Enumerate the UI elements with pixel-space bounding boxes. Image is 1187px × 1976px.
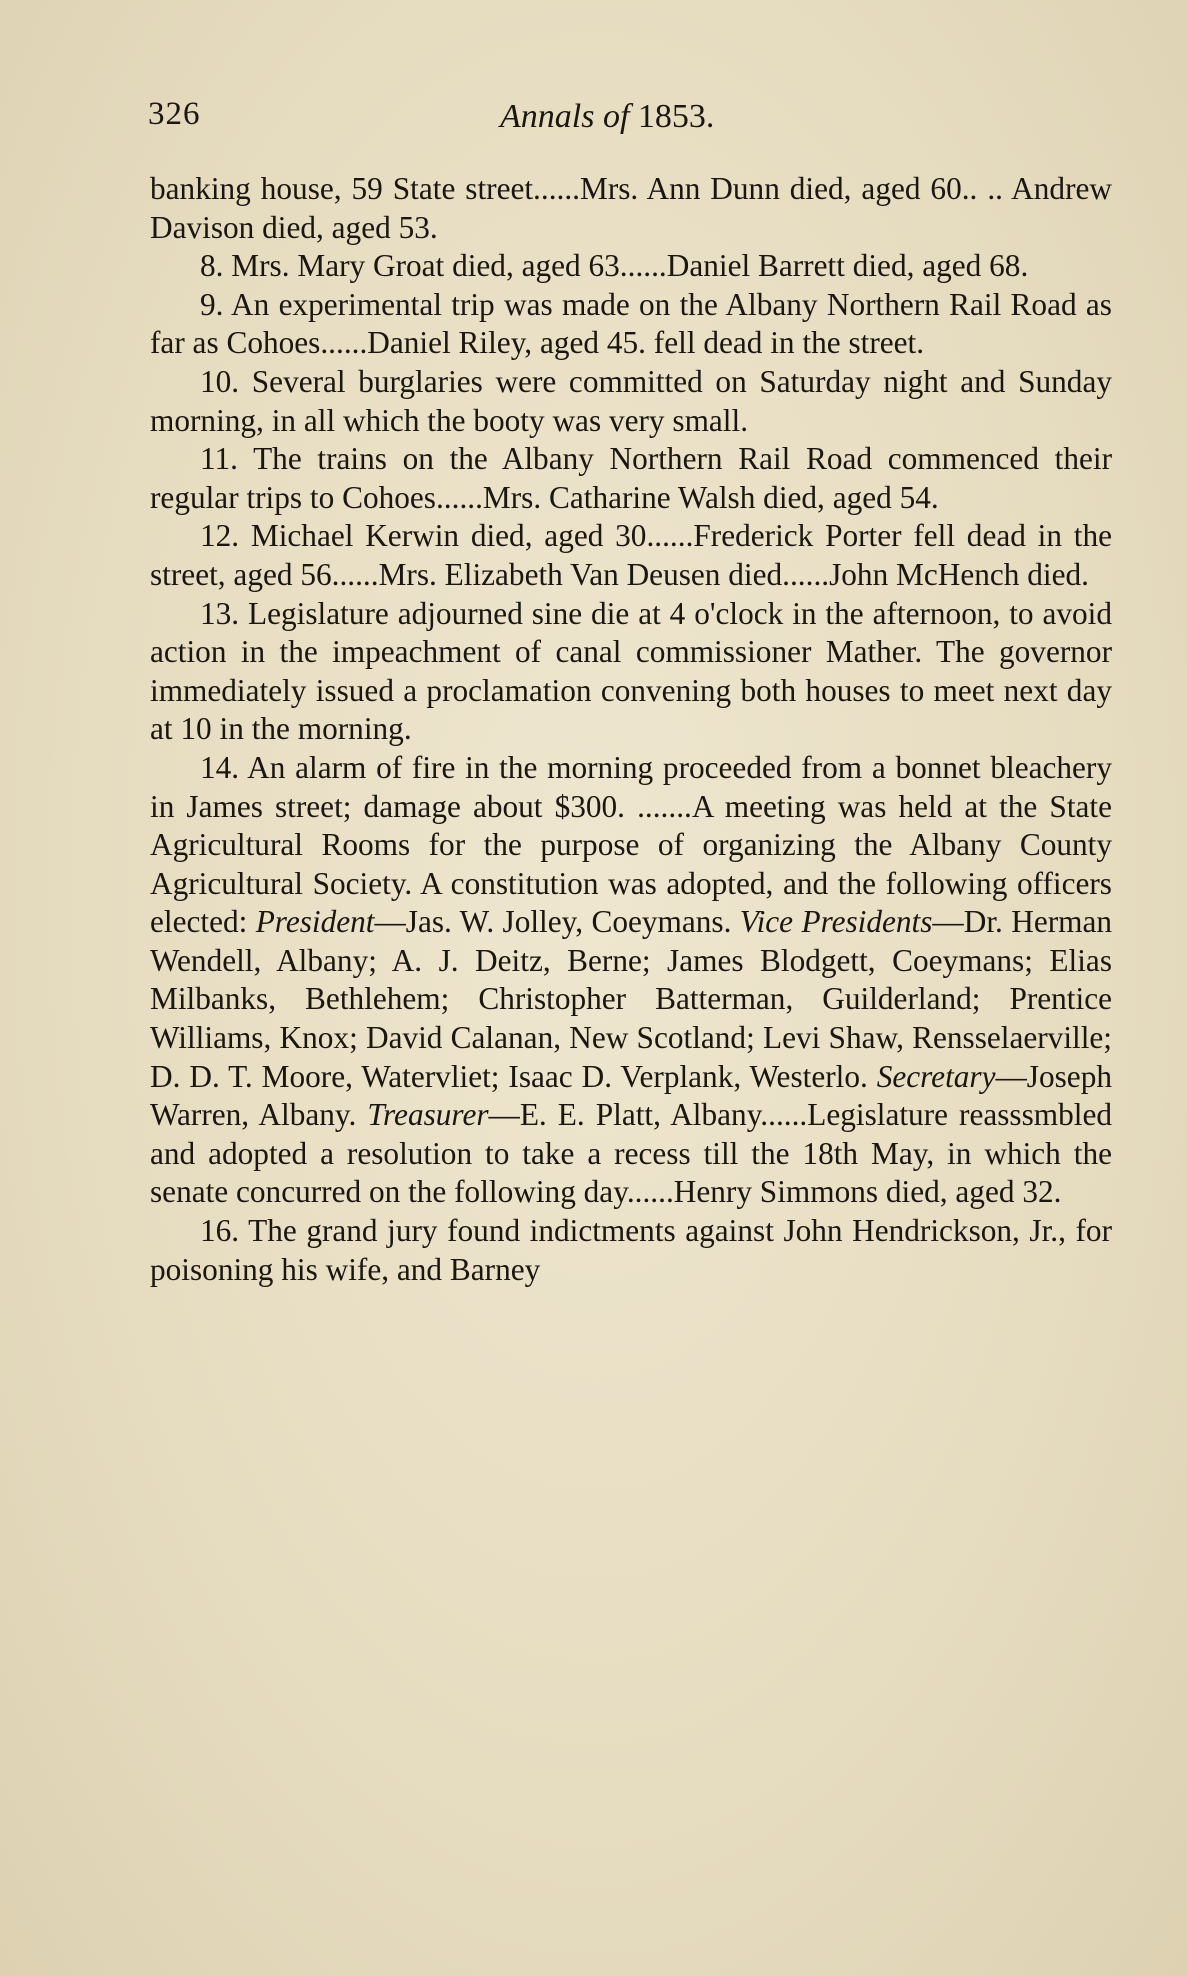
entry-10: 10. Several burglaries were committed on Saturday night and Sunday morning, in all which the booty was very small. — [150, 363, 1112, 438]
entry-13: 13. Legislature adjourned sine die at 4 o'clock in the afternoon, to avoid action in the impeachment of canal commissioner Mather. The governor immediately issued a proclamation convening both houses to meet next day at 10 in the morning. — [150, 595, 1112, 747]
vice-presidents-label: Vice Presidents — [739, 904, 933, 940]
running-head-annals: Annals — [500, 98, 595, 135]
running-head-year: 1853. — [637, 98, 715, 135]
entry-8: 8. Mrs. Mary Groat died, aged 63......Daniel Barrett died, aged 68. — [200, 248, 1029, 284]
running-head-of: of — [602, 98, 630, 135]
page-number: 326 — [148, 96, 201, 132]
entry-14-part-1: 14. An alarm of fire in the morning proceeded from a bonnet bleachery in James street; damage about $300. .......A meeting was held at the State Agricultural Rooms for the purpose of organizing the Albany County Agricultural Society. A constitution was adopted, and the following officers elected: — [150, 749, 1112, 940]
president-label: President — [255, 904, 375, 940]
entry-14-part-3: —Dr. Herman Wendell, Albany; A. J. Deitz, Berne; James Blodgett, Coeymans; Elias Milbanks, Bethlehem; Christopher Batterman, Guilderland; Prentice Williams, Knox; David Calanan, New Scotland; Levi Shaw, Rensselaerville; D. D. T. Moore, Watervliet; Isaac D. Verplank, Westerlo. — [150, 904, 1113, 1094]
entry-12: 12. Michael Kerwin died, aged 30......Frederick Porter fell dead in the street, aged 56......Mrs. Elizabeth Van Deusen died......John McHench died. — [150, 518, 1112, 592]
entry-11: 11. The trains on the Albany Northern Rail Road commenced their regular trips to Cohoes......Mrs. Catharine Walsh died, aged 54. — [150, 441, 1112, 515]
entry-14-part-2: —Jas. W. Jolley, Coeymans. — [374, 904, 740, 940]
entry-16: 16. The grand jury found indictments against John Hendrickson, Jr., for poisoning his wife, and Barney — [150, 1213, 1112, 1287]
treasurer-label: Treasurer — [367, 1097, 489, 1133]
secretary-label: Secretary — [876, 1058, 996, 1094]
entry-9: 9. An experimental trip was made on the Albany Northern Rail Road as far as Cohoes......Daniel Riley, aged 45. fell dead in the street. — [150, 286, 1112, 361]
page-header — [148, 96, 1108, 146]
entry-14-part-5: —E. E. Platt, Albany......Legislature reasssmbled and adopted a resolution to take a recess till the 18th May, in which the senate concurred on the following day......Henry Simmons died, aged 32. — [150, 1097, 1113, 1210]
paragraph-continuation: banking house, 59 State street......Mrs. Ann Dunn died, aged 60.. .. Andrew Davison died, aged 53. — [150, 171, 1112, 245]
entry-14 — [150, 749, 1112, 1212]
entry-14-part-4: —Joseph Warren, Albany. — [150, 1058, 1112, 1133]
body-text — [150, 170, 1112, 1289]
running-head — [500, 98, 714, 136]
